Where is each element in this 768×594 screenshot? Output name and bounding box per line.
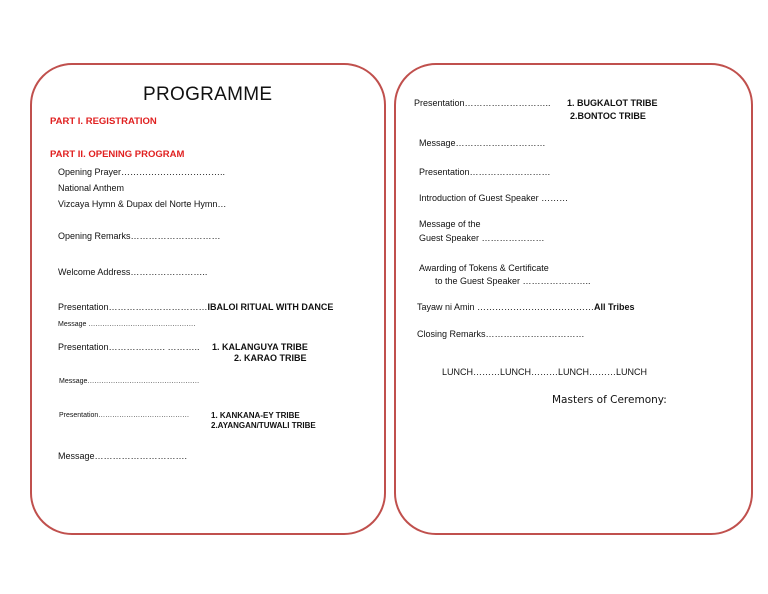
welcome-address: Welcome Address…………………….. xyxy=(58,267,208,277)
presentation-ibaloi xyxy=(58,302,333,312)
presentation-value: 1. KANKANA-EY TRIBE xyxy=(211,411,300,420)
right-program-panel xyxy=(394,63,753,535)
part-two-heading: PART II. OPENING PROGRAM xyxy=(50,149,185,160)
presentation-value: IBALOI RITUAL WITH DANCE xyxy=(207,302,334,312)
opening-remarks: Opening Remarks………………………… xyxy=(58,231,221,241)
message-of-the: Message of the xyxy=(419,219,481,229)
message-line: Message………………………… xyxy=(419,138,546,148)
vizcaya-hymn: Vizcaya Hymn & Dupax del Norte Hymn… xyxy=(58,199,227,209)
presentation-label: Presentation………………. ……….. xyxy=(58,342,200,352)
masters-of-ceremony: Masters of Ceremony: xyxy=(552,394,667,406)
message-line: Message…………………………. xyxy=(58,451,188,461)
presentation-line: Presentation……………………… xyxy=(419,167,551,177)
introduction-guest-speaker: Introduction of Guest Speaker ……… xyxy=(419,193,569,203)
presentation-value: 2.AYANGAN/TUWALI TRIBE xyxy=(211,421,316,430)
presentation-value: 1. KALANGUYA TRIBE xyxy=(212,342,308,352)
presentation-value: 2. KARAO TRIBE xyxy=(234,353,307,363)
message-line: Message ………………………………………. xyxy=(58,321,196,328)
closing-remarks: Closing Remarks…………………………… xyxy=(417,329,585,339)
presentation-label: Presentation…………………………… xyxy=(58,302,208,312)
awarding-tokens: Awarding of Tokens & Certificate xyxy=(419,263,549,273)
tayaw-ni-amin xyxy=(417,302,635,312)
part-one-heading: PART I. REGISTRATION xyxy=(50,116,157,127)
awarding-guest-speaker: to the Guest Speaker ………………….. xyxy=(435,276,591,286)
tayaw-label: Tayaw ni Amin ………………………………… xyxy=(417,302,595,312)
presentation-label: Presentation………………………………… xyxy=(59,412,190,419)
national-anthem: National Anthem xyxy=(58,183,125,193)
presentation-label: Presentation……………………….. xyxy=(414,98,551,108)
presentation-value: 1. BUGKALOT TRIBE xyxy=(567,98,658,108)
opening-prayer: Opening Prayer…………………………….. xyxy=(58,167,226,177)
lunch-line: LUNCH………LUNCH………LUNCH………LUNCH xyxy=(442,367,648,377)
message-line: Message………………………………………… xyxy=(59,378,200,385)
tayaw-value: All Tribes xyxy=(594,302,635,312)
page-title: PROGRAMME xyxy=(143,84,273,105)
presentation-value: 2.BONTOC TRIBE xyxy=(570,111,646,121)
guest-speaker: Guest Speaker ………………… xyxy=(419,233,545,243)
left-program-panel xyxy=(30,63,386,535)
